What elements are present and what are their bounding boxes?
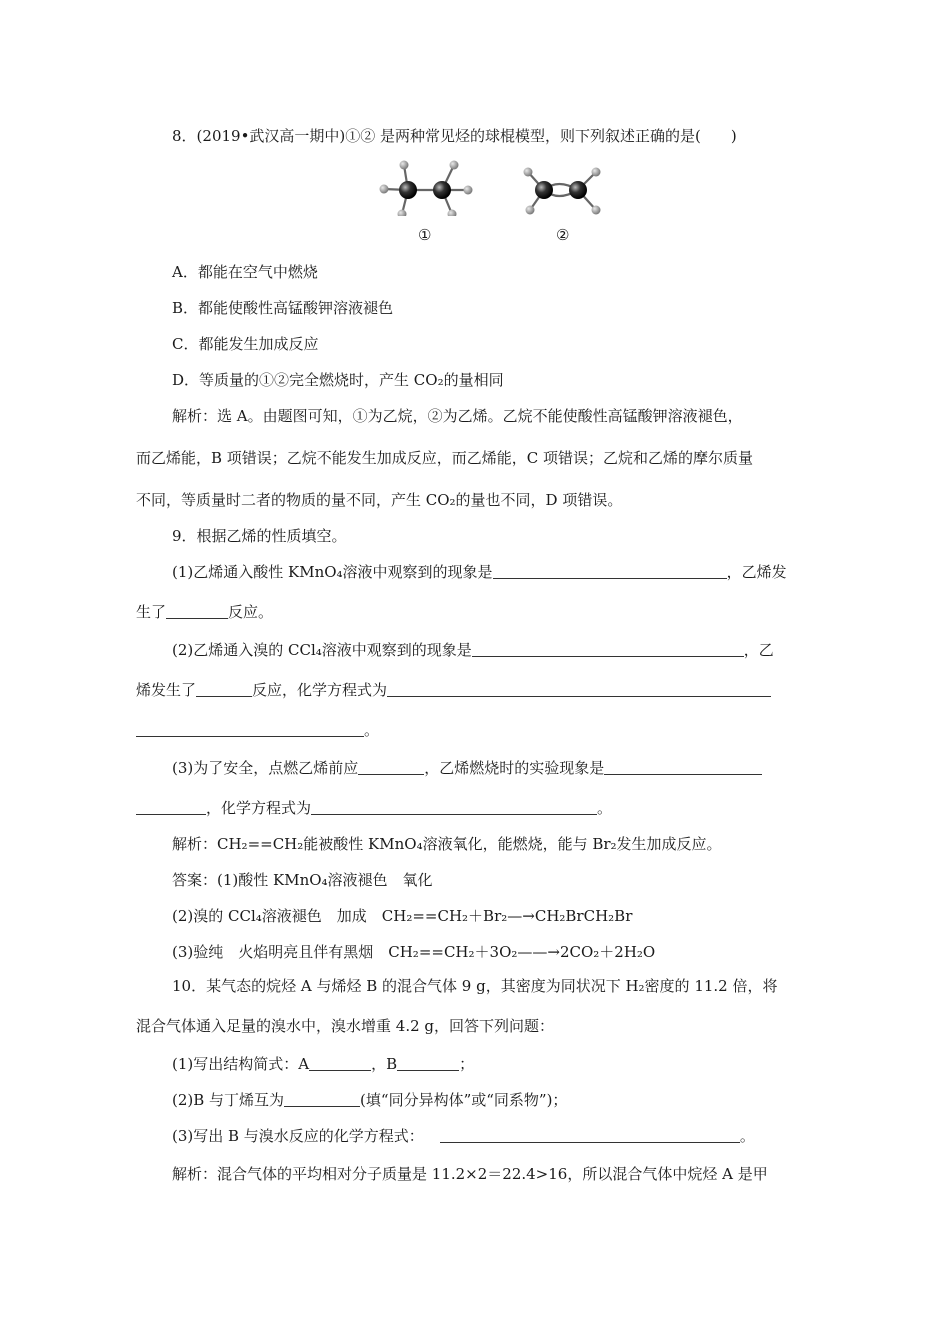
q8-option-b: B．都能使酸性高锰酸钾溶液褪色 xyxy=(172,299,394,317)
answer-blank[interactable] xyxy=(284,1092,360,1107)
answer-blank[interactable] xyxy=(136,800,206,815)
answer-blank[interactable] xyxy=(604,760,762,775)
q9-part3 xyxy=(172,758,852,778)
model-label-2: ② xyxy=(556,226,570,244)
q9-p3-text-c: ，化学方程式为 xyxy=(206,799,312,817)
q9-stem: 9．根据乙烯的性质填空。 xyxy=(172,527,347,545)
q9-p3-text-b: ，乙烯燃烧时的实验现象是 xyxy=(424,759,605,777)
q10-p2-text: (2)B 与丁烯互为 xyxy=(172,1091,285,1109)
q9-p2-text: (2)乙烯通入溴的 CCl₄溶液中观察到的现象是 xyxy=(172,641,472,659)
q9-p1-text-c: 生了 xyxy=(136,603,167,621)
answer-blank[interactable] xyxy=(472,642,744,657)
answer-blank[interactable] xyxy=(166,604,228,619)
q10-p3-text-b: 。 xyxy=(739,1127,755,1145)
q10-p2-text-b: (填“同分异构体”或“同系物”)； xyxy=(360,1091,568,1109)
q10-p1-text-c: ； xyxy=(459,1055,475,1073)
q9-part1 xyxy=(172,562,852,582)
answer-blank[interactable] xyxy=(311,800,597,815)
answer-blank[interactable] xyxy=(196,682,252,697)
answer-blank[interactable] xyxy=(493,564,727,579)
q9-p1-text: (1)乙烯通入酸性 KMnO₄溶液中观察到的现象是 xyxy=(172,563,493,581)
ethane-model xyxy=(384,165,468,214)
q8-option-c: C．都能发生加成反应 xyxy=(172,335,319,353)
answer-blank[interactable] xyxy=(358,760,424,775)
q9-p1-text-b: ，乙烯发 xyxy=(726,563,787,581)
q9-part1-cont xyxy=(136,602,816,622)
q9-p1-text-d: 反应。 xyxy=(228,603,274,621)
q9-answer-3: (3)验纯 火焰明亮且伴有黑烟 CH₂==CH₂＋3O₂——→2CO₂＋2H₂O xyxy=(172,943,656,961)
q8-option-d: D．等质量的①②完全燃烧时，产生 CO₂的量相同 xyxy=(172,371,504,389)
q8-analysis-line2: 而乙烯能，B 项错误；乙烷不能发生加成反应，而乙烯能，C 项错误；乙烷和乙烯的摩尔质量 xyxy=(136,449,754,467)
q9-p3-text: (3)为了安全，点燃乙烯前应 xyxy=(172,759,359,777)
q8-stem: 8．(2019•武汉高一期中)①② 是两种常见烃的球棍模型，则下列叙述正确的是( ) xyxy=(172,127,737,145)
q9-part2-cont2 xyxy=(136,720,816,740)
q9-analysis: 解析：CH₂==CH₂能被酸性 KMnO₄溶液氧化，能燃烧，能与 Br₂发生加成反应。 xyxy=(172,835,722,853)
q9-answer-2: (2)溴的 CCl₄溶液褪色 加成 CH₂==CH₂＋Br₂—→CH₂BrCH₂Br xyxy=(172,907,633,925)
q9-p2-text-b: ，乙 xyxy=(743,641,774,659)
ball-and-stick-models xyxy=(370,152,610,216)
q8-analysis-line1: 解析：选 A。由题图可知，①为乙烷，②为乙烯。乙烷不能使酸性高锰酸钾溶液褪色， xyxy=(172,407,743,425)
q10-analysis: 解析：混合气体的平均相对分子质量是 11.2×2＝22.4>16，所以混合气体中烷烃 A 是甲 xyxy=(172,1165,768,1183)
q8-analysis-line3: 不同，等质量时二者的物质的量不同，产生 CO₂的量也不同，D 项错误。 xyxy=(136,491,623,509)
q10-part3 xyxy=(172,1126,852,1146)
q8-option-a: A．都能在空气中燃烧 xyxy=(172,263,318,281)
model-label-1: ① xyxy=(418,226,432,244)
q9-p3-text-d: 。 xyxy=(597,799,613,817)
answer-blank[interactable] xyxy=(387,682,771,697)
q10-p3-text: (3)写出 B 与溴水反应的化学方程式： xyxy=(172,1127,424,1145)
q10-part1 xyxy=(172,1054,852,1074)
q10-stem-line2: 混合气体通入足量的溴水中，溴水增重 4.2 g，回答下列问题： xyxy=(136,1017,554,1035)
q9-p2-text-c: 烯发生了 xyxy=(136,681,197,699)
q9-p2-text-d: 反应，化学方程式为 xyxy=(252,681,388,699)
answer-blank[interactable] xyxy=(440,1128,740,1143)
q10-p1-text-b: ，B xyxy=(371,1055,398,1073)
answer-blank[interactable] xyxy=(309,1056,371,1071)
q10-part2 xyxy=(172,1090,852,1110)
answer-blank[interactable] xyxy=(136,722,364,737)
q9-p2-text-e: 。 xyxy=(364,721,380,739)
q9-answer-1: 答案：(1)酸性 KMnO₄溶液褪色 氧化 xyxy=(172,871,433,889)
q10-stem-line1: 10．某气态的烷烃 A 与烯烃 B 的混合气体 9 g，其密度为同状况下 H₂密度的 11.2 倍，将 xyxy=(172,977,778,995)
q9-part2 xyxy=(172,640,852,660)
q9-part2-cont xyxy=(136,680,816,700)
q9-part3-cont xyxy=(136,798,816,818)
q10-p1-text: (1)写出结构简式：A xyxy=(172,1055,310,1073)
answer-blank[interactable] xyxy=(397,1056,459,1071)
